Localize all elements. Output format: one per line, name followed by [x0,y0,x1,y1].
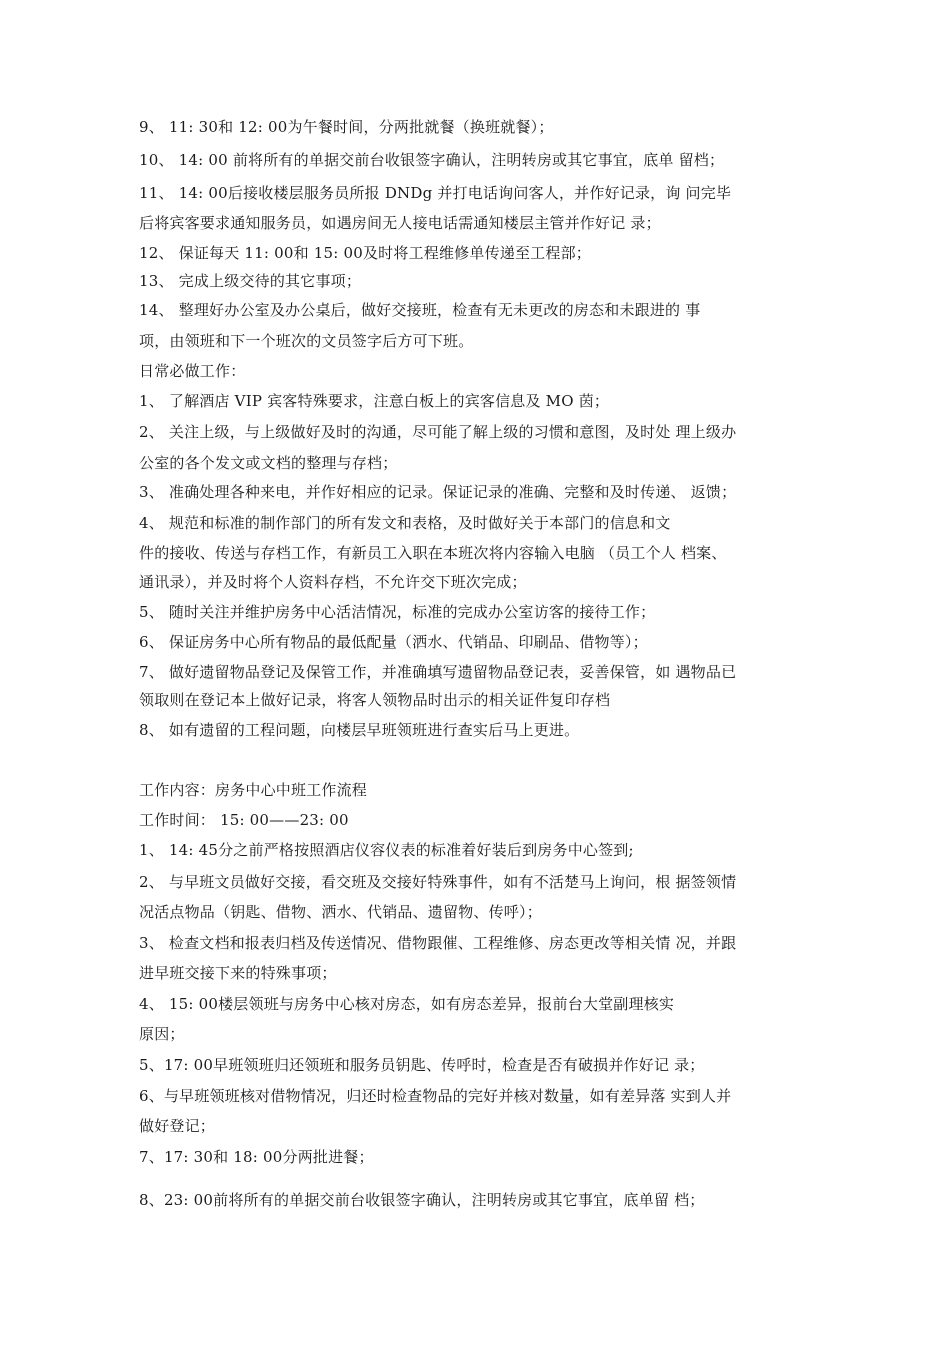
text-line: 2、 关注上级，与上级做好及时的沟通，尽可能了解上级的习惯和意图，及时处 理上级办 [139,423,737,441]
text-line: 项，由领班和下一个班次的文员签字后方可下班。 [139,332,474,350]
text-line: 做好登记； [139,1117,216,1135]
text-line: 6、 保证房务中心所有物品的最低配量（洒水、代销品、印刷品、借物等）； [139,633,648,651]
text-line: 5、 随时关注并维护房务中心活洁情况，标准的完成办公室访客的接待工作； [139,603,656,621]
text-line: 件的接收、传送与存档工作，有新员工入职在本班次将内容输入电脑 （员工个人 档案、 [139,544,727,562]
text-line: 12、 保证每天 11: 00和 15: 00及时将工程维修单传递至工程部； [139,244,591,262]
text-line: 通讯录），并及时将个人资料存档，不允许交下班次完成； [139,573,527,591]
text-line: 况活点物品（钥匙、借物、洒水、代销品、遗留物、传呼）； [139,903,542,921]
section-heading: 工作内容：房务中心中班工作流程 [139,781,368,799]
text-line: 4、 15: 00楼层领班与房务中心核对房态，如有房态差异，报前台大堂副理核实 [139,995,675,1013]
text-line: 领取则在登记本上做好记录，将客人领物品时出示的相关证件复印存档 [139,691,611,709]
text-line: 3、 检查文档和报表归档及传送情况、借物跟催、工程维修、房态更改等相关情 况，并跟 [139,934,737,952]
text-line: 原因； [139,1025,185,1043]
text-line: 10、 14: 00 前将所有的单据交前台收银签字确认，注明转房或其它事宜，底单 留档； [139,151,725,169]
text-line: 6、与早班领班核对借物情况，归还时检查物品的完好并核对数量，如有差异落 实到人并 [139,1087,732,1105]
text-line: 8、23: 00前将所有的单据交前台收银签字确认，注明转房或其它事宜，底单留 档； [139,1191,705,1209]
section-heading: 日常必做工作： [139,362,246,380]
text-line: 工作时间： 15: 00——23: 00 [139,811,349,829]
text-line: 1、 14: 45分之前严格按照酒店仪容仪表的标准着好装后到房务中心签到; [139,841,634,859]
text-line: 13、 完成上级交待的其它事项； [139,272,362,290]
text-line: 1、 了解酒店 VIP 宾客特殊要求，注意白板上的宾客信息及 MO 茵； [139,392,610,410]
text-line: 8、 如有遗留的工程问题，向楼层早班领班进行查实后马上更进。 [139,721,580,739]
text-line: 7、 做好遗留物品登记及保管工作，并准确填写遗留物品登记表，妥善保管，如 遇物品已 [139,663,737,681]
text-line: 11、 14: 00后接收楼层服务员所报 DNDg 并打电话询问客人，并作好记录，询 问完毕 [139,184,732,202]
text-line: 进早班交接下来的特殊事项； [139,964,337,982]
text-line: 2、 与早班文员做好交接，看交班及交接好特殊事件，如有不活楚马上询问，根 据签领情 [139,873,737,891]
text-line: 后将宾客要求通知服务员，如遇房间无人接电话需通知楼层主管并作好记 录； [139,214,661,232]
text-line: 3、 准确处理各种来电，并作好相应的记录。保证记录的准确、完整和及时传递、 返馈； [139,483,737,501]
text-line: 9、 11: 30和 12: 00为午餐时间，分两批就餐（换班就餐）； [139,118,554,136]
text-line: 5、17: 00早班领班归还领班和服务员钥匙、传呼时，检查是否有破损并作好记 录； [139,1056,705,1074]
text-line: 7、17: 30和 18: 00分两批进餐； [139,1148,374,1166]
text-line: 14、 整理好办公室及办公桌后，做好交接班，检查有无未更改的房态和未跟进的 事 [139,301,701,319]
text-line: 公室的各个发文或文档的整理与存档； [139,454,398,472]
text-line: 4、 规范和标准的制作部门的所有发文和表格，及时做好关于本部门的信息和文 [139,514,671,532]
